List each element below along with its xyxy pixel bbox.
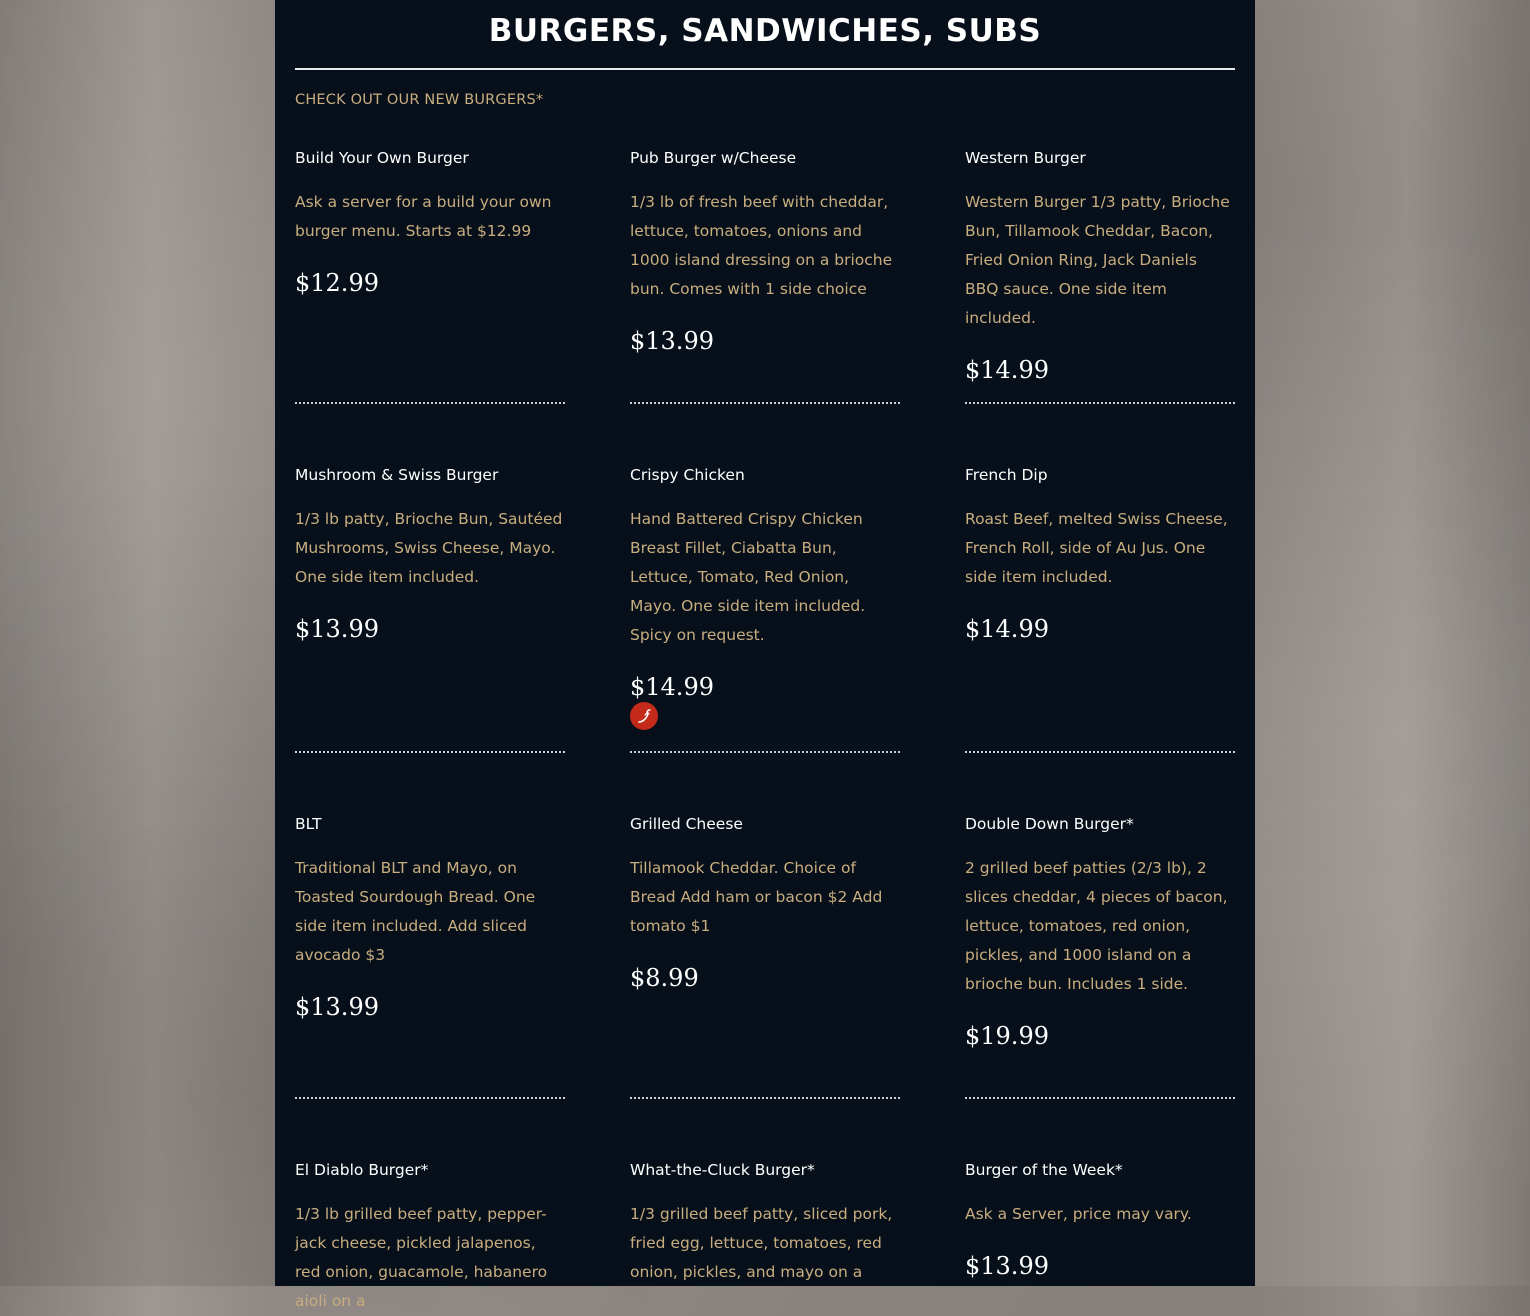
- item-description: Ask a Server, price may vary.: [965, 1205, 1192, 1223]
- section-note: CHECK OUT OUR NEW BURGERS*: [295, 92, 544, 108]
- item-name: Build Your Own Burger: [295, 149, 469, 167]
- dotted-divider: [295, 1097, 565, 1101]
- menu-item: [630, 814, 900, 993]
- item-name: Double Down Burger*: [965, 815, 1134, 833]
- item-price: $13.99: [965, 1252, 1049, 1280]
- item-name: What-the-Cluck Burger*: [630, 1161, 815, 1179]
- item-description: Ask a server for a build your own burger menu. Starts at $12.99: [295, 193, 552, 240]
- menu-item: [295, 1160, 565, 1316]
- menu-item: [630, 148, 900, 356]
- item-description: Roast Beef, melted Swiss Cheese, French Roll, side of Au Jus. One side item included.: [965, 510, 1228, 586]
- dotted-divider: [965, 751, 1235, 755]
- item-description: 1/3 lb grilled beef patty, pepper-jack cheese, pickled jalapenos, red onion, guacamole, habanero aioli on a: [295, 1205, 548, 1310]
- item-price: $14.99: [965, 356, 1049, 384]
- menu-item: [295, 465, 565, 644]
- item-description: Tillamook Cheddar. Choice of Bread Add ham or bacon $2 Add tomato $1: [630, 859, 883, 935]
- item-description: 1/3 lb patty, Brioche Bun, Sautéed Mushrooms, Swiss Cheese, Mayo. One side item included.: [295, 510, 563, 586]
- dotted-divider: [295, 402, 565, 406]
- title-divider: [295, 68, 1235, 70]
- item-name: Western Burger: [965, 149, 1086, 167]
- item-name: Grilled Cheese: [630, 815, 743, 833]
- item-description: 2 grilled beef patties (2/3 lb), 2 slices cheddar, 4 pieces of bacon, lettuce, tomatoes, red onion, pickles, and 1000 island on a brioche bun. Includes 1 side.: [965, 859, 1228, 993]
- dotted-divider: [295, 751, 565, 755]
- item-description: 1/3 lb of fresh beef with cheddar, lettuce, tomatoes, onions and 1000 island dressing on a brioche bun. Comes with 1 side choice: [630, 193, 893, 298]
- dotted-divider: [630, 402, 900, 406]
- menu-item: [295, 148, 565, 298]
- item-price: $13.99: [295, 615, 379, 643]
- item-name: El Diablo Burger*: [295, 1161, 429, 1179]
- item-description: Hand Battered Crispy Chicken Breast Fillet, Ciabatta Bun, Lettuce, Tomato, Red Onion, Mayo. One side item included. Spicy on request.: [630, 510, 866, 644]
- item-price: $13.99: [630, 327, 714, 355]
- menu-item: [965, 1160, 1235, 1281]
- item-price: $14.99: [630, 673, 714, 701]
- section-title: BURGERS, SANDWICHES, SUBS: [488, 13, 1042, 49]
- item-price: $12.99: [295, 269, 379, 297]
- dotted-divider: [965, 1097, 1235, 1101]
- spicy-pepper-icon: [630, 702, 658, 730]
- menu-item: [630, 465, 900, 702]
- item-name: Burger of the Week*: [965, 1161, 1123, 1179]
- dotted-divider: [965, 402, 1235, 406]
- menu-panel: [275, 0, 1255, 1310]
- item-name: Crispy Chicken: [630, 466, 745, 484]
- item-price: $13.99: [295, 993, 379, 1021]
- menu-item: [965, 148, 1235, 385]
- item-name: Mushroom & Swiss Burger: [295, 466, 499, 484]
- item-name: BLT: [295, 815, 322, 833]
- item-description: 1/3 grilled beef patty, sliced pork, fried egg, lettuce, tomatoes, red onion, pickles, and mayo on a: [630, 1205, 893, 1281]
- item-name: Pub Burger w/Cheese: [630, 149, 797, 167]
- menu-item: [965, 465, 1235, 644]
- item-price: $8.99: [630, 964, 699, 992]
- item-description: Traditional BLT and Mayo, on Toasted Sourdough Bread. One side item included. Add sliced avocado $3: [295, 859, 536, 964]
- item-name: French Dip: [965, 466, 1048, 484]
- menu-item: [630, 1160, 900, 1287]
- item-description: Western Burger 1/3 patty, Brioche Bun, Tillamook Cheddar, Bacon, Fried Onion Ring, Jack Daniels BBQ sauce. One side item included.: [965, 193, 1230, 327]
- item-price: $19.99: [965, 1022, 1049, 1050]
- dotted-divider: [630, 1097, 900, 1101]
- menu-item: [965, 814, 1235, 1051]
- dotted-divider: [630, 751, 900, 755]
- item-price: $14.99: [965, 615, 1049, 643]
- menu-item: [295, 814, 565, 1022]
